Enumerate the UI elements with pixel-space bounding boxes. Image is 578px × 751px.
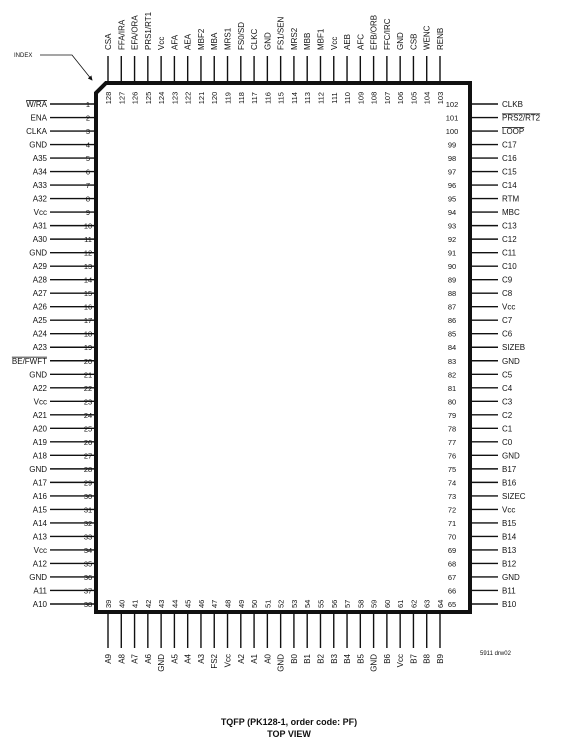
pin-number-114: 114 [289,92,299,104]
pin-number-37: 37 [83,586,93,596]
pin-number-119: 119 [223,92,233,104]
pin-name-wenc: WENC [422,25,432,50]
pin-number-20: 20 [83,356,93,366]
pin-name-a0: A0 [263,654,273,664]
pin-name-rtm: RTM [502,194,520,204]
pin-name-a4: A4 [183,654,193,664]
pin-name-vcc: Vcc [502,505,516,515]
pin-number-42: 42 [143,599,153,608]
pin-number-88: 88 [447,289,457,299]
pin-number-7: 7 [85,181,91,191]
pin-name-c7: C7 [502,316,513,326]
pin-number-102: 102 [445,100,459,109]
pin-name-b13: B13 [502,545,517,555]
pin-name-b4: B4 [343,654,353,664]
pin-name-a29: A29 [32,262,47,272]
figure-code: 5911 drw02 [480,651,511,657]
pin-number-53: 53 [289,599,299,608]
pin-number-47: 47 [210,599,220,608]
pin-name-gnd: GND [502,572,520,582]
pin-number-126: 126 [130,91,140,105]
pin-number-115: 115 [276,92,286,104]
pin-name-gnd: GND [29,464,47,474]
pin-number-56: 56 [329,599,339,608]
pin-number-113: 113 [303,92,313,104]
pin-name-c4: C4 [502,383,513,393]
pin-name-gnd: GND [502,356,520,366]
pin-name-a32: A32 [32,194,47,204]
pin-name-a27: A27 [32,289,47,299]
pin-number-124: 124 [157,91,167,105]
pin-number-75: 75 [447,464,457,474]
pin-name-a34: A34 [32,167,47,177]
pin-name-a12: A12 [32,559,47,569]
pin-name-c0: C0 [502,437,513,447]
pin-number-12: 12 [83,248,93,258]
pin-name-renb: RENB [436,27,445,50]
pin-name-gnd: GND [29,140,47,150]
pin-name-c10: C10 [502,262,517,272]
pin-name-c11: C11 [502,248,517,258]
pin-name-a19: A19 [32,437,47,447]
pin-number-121: 121 [196,91,206,105]
pin-name-gnd: GND [263,32,273,50]
pin-name-fs2: FS2 [210,654,220,669]
pin-name-efa-ora: EFA/ORA [130,15,140,50]
pin-name-c8: C8 [502,289,513,299]
pin-number-5: 5 [85,154,91,164]
pin-number-65: 65 [447,600,457,609]
pin-name-a17: A17 [32,478,47,488]
pin-number-66: 66 [447,586,457,596]
pin-number-112: 112 [316,92,326,104]
pin-number-64: 64 [436,599,445,608]
pin-name-c2: C2 [502,410,513,420]
pin-name-vcc: Vcc [33,397,47,407]
pin-name-a21: A21 [32,410,47,420]
pin-name-c13: C13 [502,221,517,231]
pin-number-118: 118 [236,92,246,104]
pin-number-48: 48 [223,599,233,608]
pin-name-gnd: GND [276,654,286,672]
pin-number-54: 54 [303,599,313,608]
pin-number-127: 127 [117,91,127,105]
pin-number-49: 49 [236,599,246,608]
pin-name-gnd: GND [396,32,406,50]
pin-name-mbf1: MBF1 [316,28,326,50]
pin-number-15: 15 [83,289,93,299]
pin-number-33: 33 [83,532,93,542]
pin-number-79: 79 [447,410,457,420]
pin-name-vcc: Vcc [502,302,516,312]
pin-number-101: 101 [445,113,459,123]
pin-name-c12: C12 [502,235,517,245]
pin-name-b15: B15 [502,518,517,528]
pin-name-vcc: Vcc [396,654,406,668]
pin-number-62: 62 [409,599,419,608]
left-pin-row [12,100,96,609]
pin-number-22: 22 [83,383,93,393]
pin-name-c3: C3 [502,397,513,407]
pin-number-110: 110 [343,92,353,104]
pin-name-mbc: MBC [502,208,520,218]
pin-name-a16: A16 [32,491,47,501]
pin-number-89: 89 [447,275,457,285]
pin-number-117: 117 [250,92,260,104]
pin-number-18: 18 [83,329,93,339]
pin-number-29: 29 [83,478,93,488]
pin-name-a9: A9 [104,654,113,664]
pin-number-8: 8 [85,194,91,204]
pin-name-vcc: Vcc [223,654,233,668]
pin-name-gnd: GND [369,654,379,672]
pin-name-a18: A18 [32,451,47,461]
pin-number-19: 19 [83,343,93,353]
pin-number-95: 95 [447,194,457,204]
pin-number-87: 87 [447,302,457,312]
pin-name-sizec: SIZEC [502,491,526,501]
pin-name-b2: B2 [316,654,326,664]
pin-number-122: 122 [183,91,193,105]
pin-name-w-ra: W/RA [26,100,47,109]
pin-number-52: 52 [276,599,286,608]
pin-number-72: 72 [447,505,457,515]
pin-number-41: 41 [130,599,140,608]
pin-name-b10: B10 [502,600,517,609]
pin-number-23: 23 [83,397,93,407]
pin-name-mrs2: MRS2 [289,27,299,50]
pin-name-b6: B6 [382,654,392,664]
pin-number-108: 108 [369,91,379,105]
pin-name-vcc: Vcc [329,36,339,50]
pin-name-clka: CLKA [26,127,47,137]
pin-number-10: 10 [83,221,93,231]
pin-number-97: 97 [447,167,457,177]
pin-name-clkc: CLKC [250,28,260,50]
pin-name-gnd: GND [29,370,47,380]
pin-name-a25: A25 [32,316,47,326]
pin-number-76: 76 [447,451,457,461]
pin-number-86: 86 [447,316,457,326]
pin-name-loop: LOOP [502,127,525,137]
pin-number-39: 39 [104,599,113,608]
pin-number-106: 106 [396,91,406,105]
pin-name-c5: C5 [502,370,513,380]
index-label: INDEX [14,53,33,59]
pin-number-59: 59 [369,599,379,608]
pin-name-mbf2: MBF2 [196,28,206,50]
pin-number-40: 40 [117,599,127,608]
pin-name-afa: AFA [170,34,180,50]
pin-number-11: 11 [84,235,92,245]
pin-name-vcc: Vcc [33,208,47,218]
pin-name-a7: A7 [130,654,140,664]
pin-number-13: 13 [83,262,93,272]
pin-name-b3: B3 [329,654,339,664]
pin-number-81: 81 [447,383,457,393]
pin-name-aea: AEA [183,33,193,50]
pin-number-38: 38 [83,600,93,609]
pin-number-35: 35 [83,559,93,569]
pin-number-98: 98 [447,154,457,164]
pin-name-efb-orb: EFB/ORB [369,14,379,50]
pin-name-c6: C6 [502,329,513,339]
pin-number-78: 78 [447,424,457,434]
pin-number-31: 31 [83,505,93,515]
pin-number-27: 27 [83,451,93,461]
pin-name-mrs1: MRS1 [223,27,233,50]
pin-number-96: 96 [447,181,457,191]
pin-name-a8: A8 [117,654,127,664]
pin-number-24: 24 [83,410,93,420]
pin-name-c1: C1 [502,424,513,434]
pin-name-clkb: CLKB [502,100,523,109]
pin-name-ena: ENA [30,113,47,123]
pin-name-afc: AFC [356,34,366,50]
pin-name-fs0-sd: FS0/SD [236,21,246,50]
pin-name-a3: A3 [196,654,206,664]
pin-name-be-fwft: BE/FWFT [11,356,47,366]
pin-name-fs1-sen: FS1/SEN [276,16,286,50]
pin-number-90: 90 [447,262,457,272]
pin-number-123: 123 [170,91,180,105]
pin-number-3: 3 [85,127,91,137]
pin-name-a30: A30 [32,235,47,245]
pin-name-ffc-irc: FFC/IRC [382,18,392,50]
pin-name-c17: C17 [502,140,517,150]
pin-name-gnd: GND [157,654,167,672]
pin-number-25: 25 [83,424,93,434]
pin-number-80: 80 [447,397,457,407]
pin-number-60: 60 [382,599,392,608]
pin-name-csa: CSA [104,33,113,50]
pin-number-70: 70 [447,532,457,542]
pin-number-109: 109 [356,91,366,105]
pin-name-mbb: MBB [303,32,313,50]
pin-number-44: 44 [170,599,180,608]
pin-name-a6: A6 [143,654,153,664]
pin-number-21: 21 [83,370,93,380]
pin-number-94: 94 [447,208,457,218]
pin-number-46: 46 [196,599,206,608]
pin-number-68: 68 [447,559,457,569]
pin-number-105: 105 [409,91,419,105]
pin-name-a1: A1 [250,654,260,664]
pin-name-c16: C16 [502,154,517,164]
pin-name-b0: B0 [289,654,299,664]
pin-number-103: 103 [436,91,445,105]
pin-name-b9: B9 [436,654,445,664]
pin-number-9: 9 [85,208,91,218]
pin-number-63: 63 [422,599,432,608]
pin-number-107: 107 [382,91,392,105]
pin-number-84: 84 [447,343,457,353]
pin-number-100: 100 [445,127,459,137]
pin-name-b12: B12 [502,559,517,569]
pin-name-a22: A22 [32,383,47,393]
pin-number-32: 32 [83,518,93,528]
pin-number-16: 16 [83,302,93,312]
pin-number-14: 14 [83,275,93,285]
pin-name-b17: B17 [502,464,517,474]
pin-name-a11: A11 [33,586,47,596]
pin-number-45: 45 [183,599,193,608]
pin-name-a15: A15 [32,505,47,515]
pin-name-a28: A28 [32,275,47,285]
pin-number-77: 77 [447,437,457,447]
pin-name-vcc: Vcc [33,545,47,555]
pin-number-17: 17 [83,316,93,326]
pin-number-69: 69 [447,545,457,555]
pin-name-b1: B1 [303,654,313,664]
pin-number-6: 6 [85,167,91,177]
caption-view: TOP VIEW [267,729,311,739]
pin-number-61: 61 [396,599,406,608]
pin-name-aeb: AEB [343,33,353,50]
pin-number-43: 43 [157,599,167,608]
pin-number-93: 93 [447,221,457,231]
pin-number-67: 67 [447,572,457,582]
pin-number-83: 83 [447,356,457,366]
index-arrow [40,55,92,80]
pin-number-99: 99 [447,140,457,150]
pin-name-a5: A5 [170,654,180,664]
pin-number-26: 26 [83,437,93,447]
pin-number-116: 116 [263,92,273,104]
pin-name-b7: B7 [409,654,419,664]
pin-name-a23: A23 [32,343,47,353]
pin-name-b14: B14 [502,532,517,542]
pin-number-55: 55 [316,599,326,608]
pin-name-mba: MBA [210,32,220,50]
pin-name-prs1-rt1: PRS1/RT1 [143,11,153,50]
pin-number-120: 120 [210,91,220,105]
pin-number-57: 57 [343,599,353,608]
pin-number-34: 34 [83,545,93,555]
pin-number-30: 30 [83,491,93,501]
pin-number-128: 128 [104,91,113,105]
pin-number-104: 104 [422,91,432,105]
pin-name-a26: A26 [32,302,47,312]
pin-name-gnd: GND [29,572,47,582]
pin-number-28: 28 [83,464,93,474]
pin-name-b16: B16 [502,478,517,488]
pin-name-sizeb: SIZEB [502,343,526,353]
pin-name-c15: C15 [502,167,517,177]
pin-number-74: 74 [447,478,457,488]
pin-number-92: 92 [447,235,457,245]
pin-name-b11: B11 [502,586,516,596]
pin-name-a31: A31 [32,221,47,231]
pin-name-a14: A14 [32,518,47,528]
pin-name-b5: B5 [356,654,366,664]
pin-name-a20: A20 [32,424,47,434]
pin-number-111: 111 [329,92,339,104]
pin-name-gnd: GND [502,451,520,461]
pin-number-91: 91 [447,248,457,258]
pin-number-4: 4 [85,140,91,150]
pin-number-58: 58 [356,599,366,608]
pin-number-1: 1 [85,100,91,109]
pin-name-a24: A24 [32,329,47,339]
pin-name-a10: A10 [32,600,47,609]
pin-name-a13: A13 [32,532,47,542]
pin-name-vcc: Vcc [157,36,167,50]
pin-number-71: 71 [447,518,457,528]
pin-number-51: 51 [263,599,273,608]
pin-number-73: 73 [447,491,457,501]
chip-body [96,83,470,612]
pin-name-prs2-rt2: PRS2/RT2 [502,113,541,123]
pin-name-a33: A33 [32,181,47,191]
pin-name-ffa-ira: FFA/IRA [117,19,127,50]
pin-number-85: 85 [447,329,457,339]
pin-number-2: 2 [85,113,91,123]
pin-number-50: 50 [250,599,260,608]
pin-name-b8: B8 [422,654,432,664]
pin-name-gnd: GND [29,248,47,258]
pin-name-csb: CSB [409,33,419,50]
pin-number-36: 36 [83,572,93,582]
pin-number-125: 125 [143,91,153,105]
pin-name-c14: C14 [502,181,517,191]
pin-name-c9: C9 [502,275,513,285]
caption-package: TQFP (PK128-1, order code: PF) [220,717,358,727]
pin-number-82: 82 [447,370,457,380]
pin-name-a35: A35 [32,154,47,164]
pin-name-a2: A2 [236,654,246,664]
